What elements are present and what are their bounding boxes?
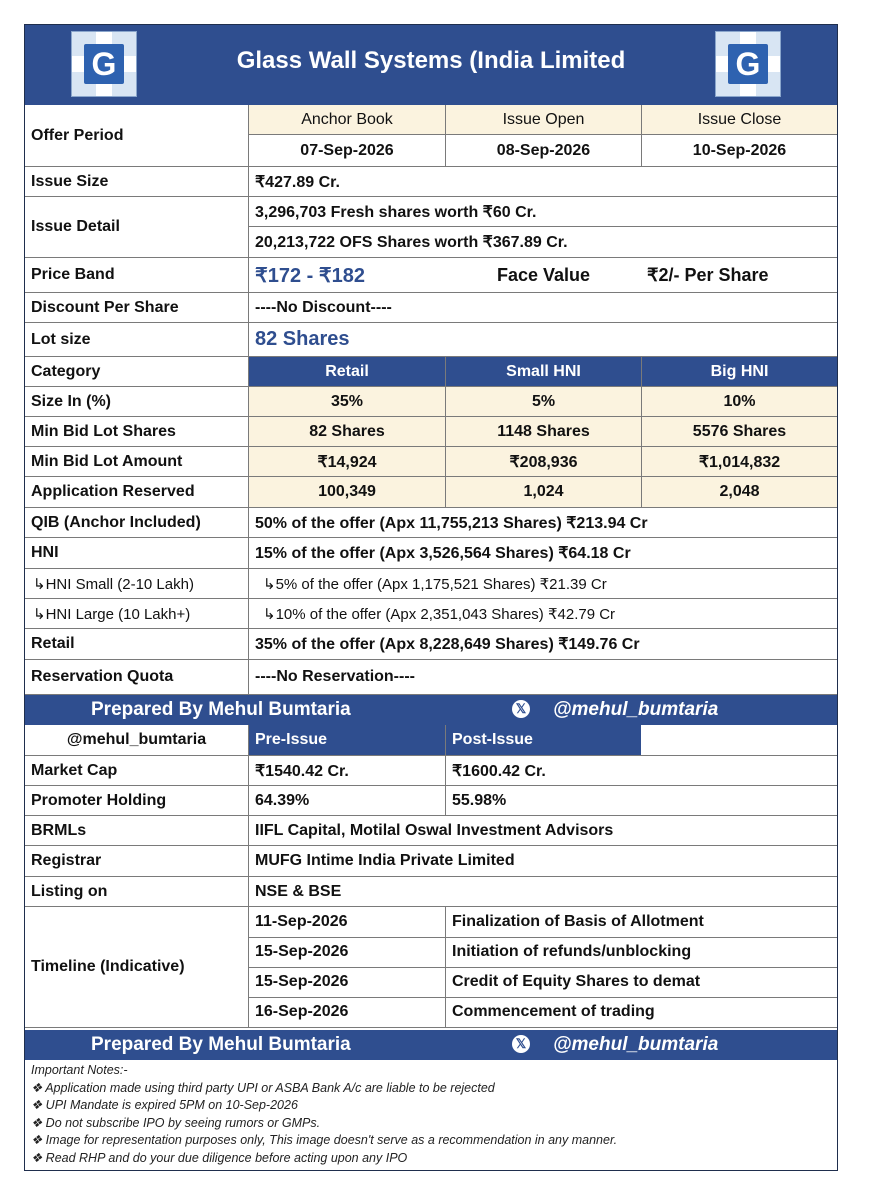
category-cell: 2,048	[641, 477, 837, 507]
category-label: Category	[25, 357, 249, 386]
brmls-row	[25, 816, 837, 846]
issue-open-head: Issue Open	[445, 105, 641, 135]
holding-header-row	[25, 725, 837, 756]
category-row-label: Application Reserved	[25, 477, 249, 507]
issue-size-value: ₹427.89 Cr.	[255, 173, 340, 191]
page-title: Glass Wall Systems (India Limited	[236, 47, 626, 74]
face-value-label: Face Value	[497, 264, 591, 285]
issue-close-date: 10-Sep-2026	[641, 135, 837, 166]
face-value-amount: ₹2/- Per Share	[647, 264, 769, 285]
author-handle: @mehul_bumtaria	[553, 699, 719, 720]
allocation-value: 50% of the offer (Apx 11,755,213 Shares) ₹213.94 Cr	[255, 514, 648, 532]
x-logo-icon: 𝕏	[512, 1035, 530, 1053]
timeline-block	[25, 907, 837, 1028]
allocation-value: ----No Reservation----	[255, 668, 415, 685]
fresh-issue-detail: 3,296,703 Fresh shares worth ₹60 Cr.	[249, 197, 837, 227]
prepared-by-band	[25, 695, 837, 725]
notes-title: Important Notes:-	[31, 1063, 128, 1077]
category-cell: 1148 Shares	[445, 417, 641, 446]
author-handle: @mehul_bumtaria	[553, 1034, 719, 1055]
issue-size-row	[25, 167, 837, 197]
discount-row	[25, 293, 837, 323]
timeline-event: Commencement of trading	[445, 997, 837, 1027]
issue-close-head: Issue Close	[641, 105, 837, 135]
prepared-by-text: Prepared By Mehul Bumtaria	[91, 1034, 351, 1055]
allocation-row	[25, 569, 837, 599]
ofs-issue-detail: 20,213,722 OFS Shares worth ₹367.89 Cr.	[255, 234, 568, 251]
holding-row	[25, 756, 837, 786]
category-row	[25, 447, 837, 477]
holding-post-value: 55.98%	[445, 786, 641, 815]
discount-label: Discount Per Share	[25, 293, 249, 322]
prepared-by-text: Prepared By Mehul Bumtaria	[91, 699, 351, 720]
note-item: ❖ Do not subscribe IPO by seeing rumors or GMPs.	[31, 1115, 321, 1130]
listing-value: NSE & BSE	[255, 882, 342, 900]
timeline-item	[249, 907, 837, 938]
allocation-label: ↳HNI Large (10 Lakh+)	[25, 599, 249, 628]
timeline-item	[249, 997, 837, 1027]
lot-size-row	[25, 323, 837, 357]
timeline-date: 15-Sep-2026	[255, 973, 349, 990]
allocation-row	[25, 629, 837, 660]
note-item: ❖ Image for representation purposes only, This image doesn't serve as a recommendation in any manner.	[31, 1133, 618, 1147]
holding-corner-handle: @mehul_bumtaria	[25, 725, 249, 755]
lot-size-value: 82 Shares	[255, 328, 350, 350]
category-cell: 5%	[445, 387, 641, 416]
note-item: ❖ Read RHP and do your due diligence before acting upon any IPO	[31, 1150, 408, 1165]
important-notes	[31, 1062, 617, 1167]
listing-row	[25, 877, 837, 907]
brmls-label: BRMLs	[25, 816, 249, 845]
x-logo-icon: 𝕏	[512, 700, 530, 718]
allocation-label: Reservation Quota	[25, 660, 249, 694]
issue-detail-label: Issue Detail	[25, 197, 249, 257]
logo-letter: G	[84, 44, 124, 84]
category-retail-head: Retail	[249, 357, 445, 386]
allocation-label: QIB (Anchor Included)	[25, 508, 249, 537]
allocation-row	[25, 599, 837, 629]
price-band-label: Price Band	[25, 258, 249, 292]
category-header-row	[25, 357, 837, 387]
allocation-label: Retail	[25, 629, 249, 659]
category-cell: 1,024	[445, 477, 641, 507]
holding-pre-value: 64.39%	[255, 791, 310, 809]
allocation-row	[25, 660, 837, 695]
offer-period-row	[25, 105, 837, 167]
price-band-value: ₹172 - ₹182	[255, 264, 365, 287]
category-cell: 35%	[249, 387, 445, 416]
category-row	[25, 417, 837, 447]
category-row-label: Min Bid Lot Amount	[25, 447, 249, 476]
allocation-value: ↳5% of the offer (Apx 1,175,521 Shares) ₹21.39 Cr	[263, 575, 607, 593]
lot-size-label: Lot size	[25, 323, 249, 356]
note-item: ❖ Application made using third party UPI or ASBA Bank A/c are liable to be rejected	[31, 1080, 495, 1095]
allocation-value: ↳10% of the offer (Apx 2,351,043 Shares) ₹42.79 Cr	[263, 605, 616, 623]
registrar-label: Registrar	[25, 846, 249, 876]
ipo-info-sheet	[24, 24, 838, 1171]
holding-row	[25, 786, 837, 816]
discount-value: ----No Discount----	[255, 298, 392, 316]
holding-post-value: ₹1600.42 Cr.	[445, 756, 641, 785]
timeline-date: 15-Sep-2026	[255, 943, 349, 960]
header-bar	[25, 25, 837, 105]
category-row	[25, 387, 837, 417]
registrar-value: MUFG Intime India Private Limited	[255, 852, 515, 869]
allocation-row	[25, 508, 837, 538]
category-cell: 5576 Shares	[641, 417, 837, 446]
holding-label: Promoter Holding	[25, 786, 249, 815]
category-row-label: Min Bid Lot Shares	[25, 417, 249, 446]
category-cell: ₹14,924	[249, 447, 445, 476]
category-small-hni-head: Small HNI	[445, 357, 641, 386]
category-cell: ₹208,936	[445, 447, 641, 476]
timeline-event: Finalization of Basis of Allotment	[445, 907, 837, 937]
issue-detail-row	[25, 197, 837, 258]
offer-period-label: Offer Period	[25, 105, 249, 166]
logo-letter: G	[728, 44, 768, 84]
timeline-event: Credit of Equity Shares to demat	[445, 967, 837, 997]
timeline-item	[249, 967, 837, 998]
timeline-event: Initiation of refunds/unblocking	[445, 937, 837, 967]
category-cell: ₹1,014,832	[641, 447, 837, 476]
company-logo-right	[715, 31, 781, 97]
allocation-label: ↳HNI Small (2-10 Lakh)	[25, 569, 249, 598]
category-cell: 10%	[641, 387, 837, 416]
anchor-book-date: 07-Sep-2026	[300, 141, 394, 159]
timeline-label: Timeline (Indicative)	[25, 907, 249, 1027]
holding-label: Market Cap	[25, 756, 249, 785]
category-cell: 100,349	[249, 477, 445, 507]
brmls-value: IIFL Capital, Motilal Oswal Investment Advisors	[255, 821, 614, 839]
allocation-value: 15% of the offer (Apx 3,526,564 Shares) ₹64.18 Cr	[255, 545, 631, 562]
allocation-row	[25, 538, 837, 569]
allocation-value: 35% of the offer (Apx 8,228,649 Shares) ₹149.76 Cr	[255, 636, 640, 653]
holding-pre-value: ₹1540.42 Cr.	[255, 762, 349, 780]
timeline-date: 16-Sep-2026	[255, 1003, 349, 1020]
registrar-row	[25, 846, 837, 877]
category-row	[25, 477, 837, 508]
pre-issue-head: Pre-Issue	[249, 725, 445, 755]
timeline-item	[249, 937, 837, 968]
post-issue-head: Post-Issue	[445, 725, 641, 755]
category-cell: 82 Shares	[249, 417, 445, 446]
allocation-label: HNI	[25, 538, 249, 568]
issue-open-date: 08-Sep-2026	[445, 135, 641, 166]
category-row-label: Size In (%)	[25, 387, 249, 416]
timeline-date: 11-Sep-2026	[255, 913, 348, 930]
prepared-by-band	[25, 1030, 837, 1060]
issue-size-label: Issue Size	[25, 167, 249, 196]
listing-label: Listing on	[25, 877, 249, 906]
price-band-row	[25, 258, 837, 293]
category-big-hni-head: Big HNI	[641, 357, 837, 386]
note-item: ❖ UPI Mandate is expired 5PM on 10-Sep-2026	[31, 1098, 298, 1112]
anchor-book-head: Anchor Book	[249, 105, 445, 135]
